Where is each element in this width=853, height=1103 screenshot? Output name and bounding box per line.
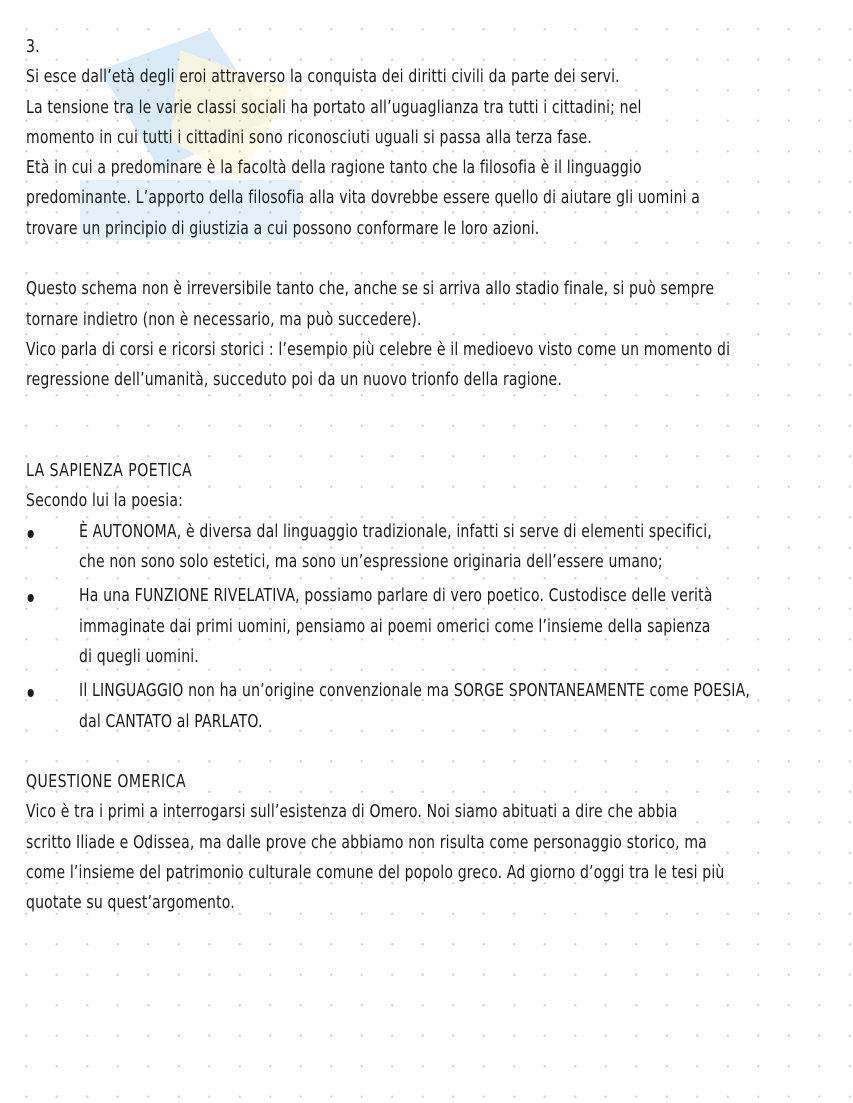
section-heading: QUESTIONE OMERICA: [26, 771, 187, 793]
spacer: [26, 396, 814, 457]
sapienza-section: [26, 456, 814, 737]
paragraph-line: Si esce dall’età degli eroi attraverso la conquista dei diritti civili da parte dei servi.: [26, 66, 620, 88]
paragraph-line: predominante. L’apporto della filosofia alla vita dovrebbe essere quello di aiutare gli uomini a: [26, 187, 701, 209]
paragraph-line: scritto Iliade e Odissea, ma dalle prove che abbiamo non risulta come personaggio storico, ma: [26, 831, 707, 853]
bullet-line: Ha una FUNZIONE RIVELATIVA, possiamo parlare di vero poetico. Custodisce delle verità: [79, 585, 713, 607]
section-number: 3.: [26, 36, 40, 57]
paragraph-line: come l’insieme del patrimonio culturale comune del popolo greco. Ad giorno d’oggi tra le tesi più: [26, 862, 725, 884]
bullet-dot-icon: [28, 530, 34, 538]
notes-page: [26, 32, 814, 919]
paragraph-line: momento in cui tutti i cittadini sono riconosciuti uguali si passa alla terza fase.: [26, 126, 592, 148]
bullet-line: Il LINGUAGGIO non ha un’origine convenzionale ma SORGE SPONTANEAMENTE come POESIA,: [79, 680, 750, 702]
bullet-line: di quegli uomini.: [79, 645, 199, 667]
paragraph-line: Vico è tra i primi a interrogarsi sull’esistenza di Omero. Noi siamo abituati a dire che abbia: [26, 801, 678, 823]
bullet-line: dal CANTATO al PARLATO.: [79, 710, 263, 732]
spacer: [26, 737, 814, 767]
bullet-item: [26, 581, 814, 672]
bullet-line: immaginate dai primi uomini, pensiamo ai poemi omerici come l’insieme della sapienza: [79, 615, 711, 637]
paragraph-line: La tensione tra le varie classi sociali ha portato all’uguaglianza tra tutti i cittadini; nel: [26, 96, 642, 118]
bullet-item: [26, 517, 814, 578]
paragraph-line: quotate su quest’argomento.: [26, 892, 235, 914]
bullet-line: È AUTONOMA, è diversa dal linguaggio tradizionale, infatti si serve di elementi specifici,: [79, 520, 712, 542]
section-intro: Secondo lui la poesia:: [26, 490, 183, 512]
section-heading: LA SAPIENZA POETICA: [26, 460, 193, 482]
bullet-item: [26, 676, 814, 737]
bullet-dot-icon: [28, 689, 34, 697]
section-3: [26, 32, 814, 244]
paragraph-line: tornare indietro (non è necessario, ma può succedere).: [26, 308, 422, 330]
bullet-line: che non sono solo estetici, ma sono un’espressione originaria dell’essere umano;: [79, 551, 663, 573]
paragraph-line: trovare un principio di giustizia a cui possono conformare le loro azioni.: [26, 217, 540, 239]
paragraph-line: Età in cui a predominare è la facoltà della ragione tanto che la filosofia è il linguaggio: [26, 157, 642, 179]
bullet-dot-icon: [28, 594, 34, 602]
paragraph-line: Vico parla di corsi e ricorsi storici : l’esempio più celebre è il medioevo visto come un momento di: [26, 338, 731, 360]
schema-paragraph: [26, 274, 814, 395]
paragraph-line: Questo schema non è irreversibile tanto che, anche se si arriva allo stadio finale, si può sempre: [26, 278, 715, 300]
paragraph-line: regressione dell’umanità, succeduto poi da un nuovo trionfo della ragione.: [26, 369, 562, 391]
omerica-section: [26, 767, 814, 918]
spacer: [26, 244, 814, 274]
